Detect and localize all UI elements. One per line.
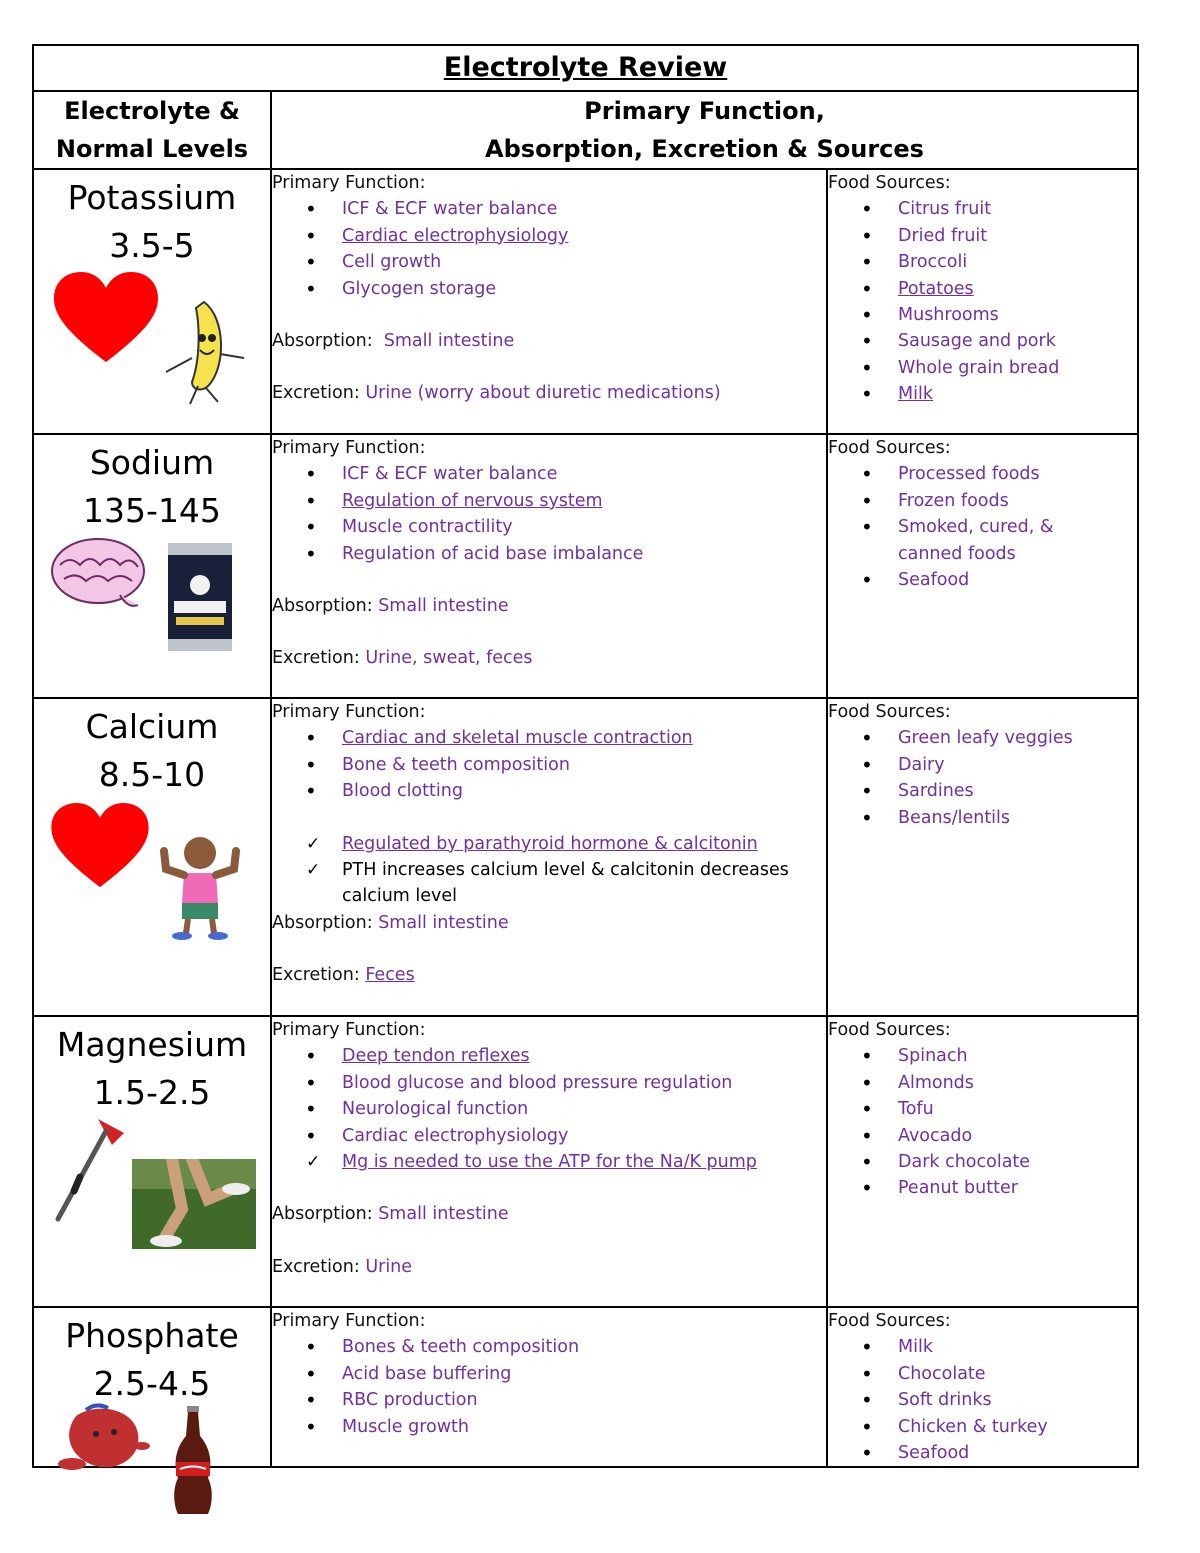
list-item: • Sardines bbox=[828, 778, 1137, 804]
absorption-label: Absorption: bbox=[272, 596, 373, 617]
check-note: ✓ Regulated by parathyroid hormone & calcitonin bbox=[272, 831, 826, 857]
list-item: • Dairy bbox=[828, 752, 1137, 778]
absorption-value: Small intestine bbox=[378, 1204, 509, 1225]
function-list bbox=[272, 725, 826, 804]
flexing-kid-icon bbox=[158, 833, 242, 941]
list-item: • Sausage and pork bbox=[828, 328, 1137, 354]
list-item: • Acid base buffering bbox=[272, 1361, 826, 1387]
electrolyte-name: Phosphate bbox=[65, 1316, 239, 1355]
function-cell bbox=[271, 1016, 827, 1307]
list-item: • Processed foods bbox=[828, 461, 1137, 487]
electrolyte-cell bbox=[33, 1016, 271, 1307]
normal-range: 3.5-5 bbox=[109, 226, 195, 265]
list-item: • Beans/lentils bbox=[828, 805, 1137, 831]
electrolyte-name: Potassium bbox=[67, 178, 237, 217]
normal-range: 8.5-10 bbox=[98, 755, 206, 794]
list-item: • Milk bbox=[828, 1334, 1137, 1360]
list-item: • Whole grain bread bbox=[828, 355, 1137, 381]
absorption-label: Absorption: bbox=[272, 331, 373, 352]
list-item: • Citrus fruit bbox=[828, 196, 1137, 222]
list-item: • Blood glucose and blood pressure regulation bbox=[272, 1070, 826, 1096]
list-item: • Mushrooms bbox=[828, 302, 1137, 328]
function-list bbox=[272, 461, 826, 567]
list-item: • Avocado bbox=[828, 1123, 1137, 1149]
list-item: • Spinach bbox=[828, 1043, 1137, 1069]
food-sources-label: Food Sources: bbox=[828, 1020, 951, 1040]
food-cell bbox=[827, 434, 1138, 698]
food-cell bbox=[827, 698, 1138, 1016]
list-item: • Cell growth bbox=[272, 249, 826, 275]
row-calcium bbox=[33, 698, 1138, 1016]
list-item: • Bones & teeth composition bbox=[272, 1334, 826, 1360]
header-col1 bbox=[33, 91, 271, 169]
excretion-value: Urine bbox=[365, 1256, 413, 1277]
food-list bbox=[828, 725, 1137, 831]
excretion-line bbox=[272, 380, 826, 406]
food-sources-label: Food Sources: bbox=[828, 438, 951, 458]
list-item: • Regulation of nervous system bbox=[272, 488, 826, 514]
list-item: • Muscle contractility bbox=[272, 514, 826, 540]
list-item: • Blood clotting bbox=[272, 778, 826, 804]
normal-range: 135-145 bbox=[83, 491, 221, 530]
list-item: • Dark chocolate bbox=[828, 1149, 1137, 1175]
function-list bbox=[272, 1334, 826, 1440]
absorption-label: Absorption: bbox=[272, 912, 373, 933]
excretion-label: Excretion: bbox=[272, 648, 360, 669]
excretion-value: Urine (worry about diuretic medications) bbox=[365, 383, 721, 404]
list-item: • Cardiac electrophysiology bbox=[272, 1123, 826, 1149]
kidney-icon bbox=[56, 1402, 152, 1476]
absorption-line bbox=[272, 1201, 826, 1227]
list-item: • Regulation of acid base imbalance bbox=[272, 541, 826, 567]
header-col1-line2: Normal Levels bbox=[55, 135, 249, 163]
list-item: • Neurological function bbox=[272, 1096, 826, 1122]
function-cell bbox=[271, 698, 827, 1016]
function-cell bbox=[271, 1307, 827, 1467]
excretion-label: Excretion: bbox=[272, 965, 360, 986]
excretion-line bbox=[272, 1254, 826, 1280]
header-col2 bbox=[271, 91, 1138, 169]
list-item: • Cardiac and skeletal muscle contraction bbox=[272, 725, 826, 751]
primary-function-label: Primary Function: bbox=[272, 173, 426, 193]
list-item: • Green leafy veggies bbox=[828, 725, 1137, 751]
food-sources-label: Food Sources: bbox=[828, 1311, 951, 1331]
list-item: • Potatoes bbox=[828, 276, 1137, 302]
pictures bbox=[34, 535, 270, 685]
list-item: • Broccoli bbox=[828, 249, 1137, 275]
list-item: • Cardiac electrophysiology bbox=[272, 223, 826, 249]
list-item: • Frozen foods bbox=[828, 488, 1137, 514]
list-item: • Seafood bbox=[828, 567, 1137, 593]
absorption-line bbox=[272, 593, 826, 619]
soda-bottle-icon bbox=[168, 1406, 218, 1516]
note-list bbox=[272, 831, 826, 910]
list-item: • Milk bbox=[828, 381, 1137, 407]
reflex-hammer-icon bbox=[50, 1115, 130, 1225]
header-col2-line1: Primary Function, bbox=[584, 97, 825, 125]
primary-function-label: Primary Function: bbox=[272, 1311, 426, 1331]
electrolyte-cell bbox=[33, 169, 271, 434]
heart-icon bbox=[54, 272, 158, 364]
list-item: • Soft drinks bbox=[828, 1387, 1137, 1413]
electrolyte-table bbox=[32, 44, 1139, 1468]
list-item: • Seafood bbox=[828, 1440, 1137, 1466]
title-cell bbox=[33, 45, 1138, 91]
list-item: • Peanut butter bbox=[828, 1175, 1137, 1201]
header-col1-line1: Electrolyte & bbox=[64, 97, 240, 125]
list-item: • Dried fruit bbox=[828, 223, 1137, 249]
normal-range: 1.5-2.5 bbox=[93, 1073, 211, 1112]
list-item: • ICF & ECF water balance bbox=[272, 196, 826, 222]
salt-icon bbox=[166, 541, 234, 653]
list-item: • Deep tendon reflexes bbox=[272, 1043, 826, 1069]
list-item: • RBC production bbox=[272, 1387, 826, 1413]
excretion-label: Excretion: bbox=[272, 1256, 360, 1277]
page-title: Electrolyte Review bbox=[443, 52, 728, 83]
pictures bbox=[34, 799, 270, 949]
list-item: • Almonds bbox=[828, 1070, 1137, 1096]
primary-function-label: Primary Function: bbox=[272, 438, 426, 458]
excretion-line bbox=[272, 645, 826, 671]
absorption-line bbox=[272, 910, 826, 936]
brain-icon bbox=[50, 535, 146, 611]
function-cell bbox=[271, 434, 827, 698]
function-cell bbox=[271, 169, 827, 434]
primary-function-label: Primary Function: bbox=[272, 1020, 426, 1040]
list-item: • Smoked, cured, & canned foods bbox=[828, 514, 1078, 567]
electrolyte-name: Magnesium bbox=[56, 1025, 248, 1064]
food-sources-label: Food Sources: bbox=[828, 173, 951, 193]
list-item: • Bone & teeth composition bbox=[272, 752, 826, 778]
food-list bbox=[828, 196, 1137, 407]
row-potassium bbox=[33, 169, 1138, 434]
food-list bbox=[828, 1334, 1137, 1466]
check-detail: PTH increases calcium level & calcitonin decreases calcium level bbox=[342, 860, 789, 907]
list-item: • ICF & ECF water balance bbox=[272, 461, 826, 487]
list-item: • Muscle growth bbox=[272, 1414, 826, 1440]
excretion-line bbox=[272, 962, 826, 988]
absorption-value: Small intestine bbox=[378, 912, 509, 933]
header-col2-line2: Absorption, Excretion & Sources bbox=[485, 135, 924, 163]
electrolyte-cell bbox=[33, 698, 271, 1016]
absorption-value: Small intestine bbox=[378, 596, 509, 617]
function-list bbox=[272, 196, 826, 302]
food-list bbox=[828, 461, 1137, 593]
check-note: ✓ Mg is needed to use the ATP for the Na/K pump bbox=[272, 1149, 826, 1175]
runner-icon bbox=[132, 1159, 256, 1249]
list-item: • Chocolate bbox=[828, 1361, 1137, 1387]
food-sources-label: Food Sources: bbox=[828, 702, 951, 722]
electrolyte-name: Sodium bbox=[89, 443, 215, 482]
electrolyte-name: Calcium bbox=[85, 707, 219, 746]
list-item: • Chicken & turkey bbox=[828, 1414, 1137, 1440]
heart-icon bbox=[50, 803, 150, 889]
primary-function-label: Primary Function: bbox=[272, 702, 426, 722]
list-item: • Tofu bbox=[828, 1096, 1137, 1122]
banana-icon bbox=[156, 298, 251, 408]
absorption-value: Small intestine bbox=[383, 331, 515, 352]
food-list bbox=[828, 1043, 1137, 1201]
excretion-value: Urine, sweat, feces bbox=[365, 648, 533, 669]
check-detail-item bbox=[272, 857, 826, 910]
normal-range: 2.5-4.5 bbox=[93, 1364, 211, 1403]
absorption-label: Absorption: bbox=[272, 1204, 373, 1225]
food-cell bbox=[827, 169, 1138, 434]
list-item: • Glycogen storage bbox=[272, 276, 826, 302]
row-sodium bbox=[33, 434, 1138, 698]
excretion-label: Excretion: bbox=[272, 383, 360, 404]
function-list bbox=[272, 1043, 826, 1175]
excretion-value: Feces bbox=[365, 965, 415, 986]
absorption-line bbox=[272, 328, 826, 354]
food-cell bbox=[827, 1016, 1138, 1307]
electrolyte-cell bbox=[33, 434, 271, 698]
food-cell bbox=[827, 1307, 1138, 1467]
row-magnesium bbox=[33, 1016, 1138, 1307]
pictures bbox=[34, 270, 270, 420]
pictures bbox=[34, 1117, 270, 1267]
